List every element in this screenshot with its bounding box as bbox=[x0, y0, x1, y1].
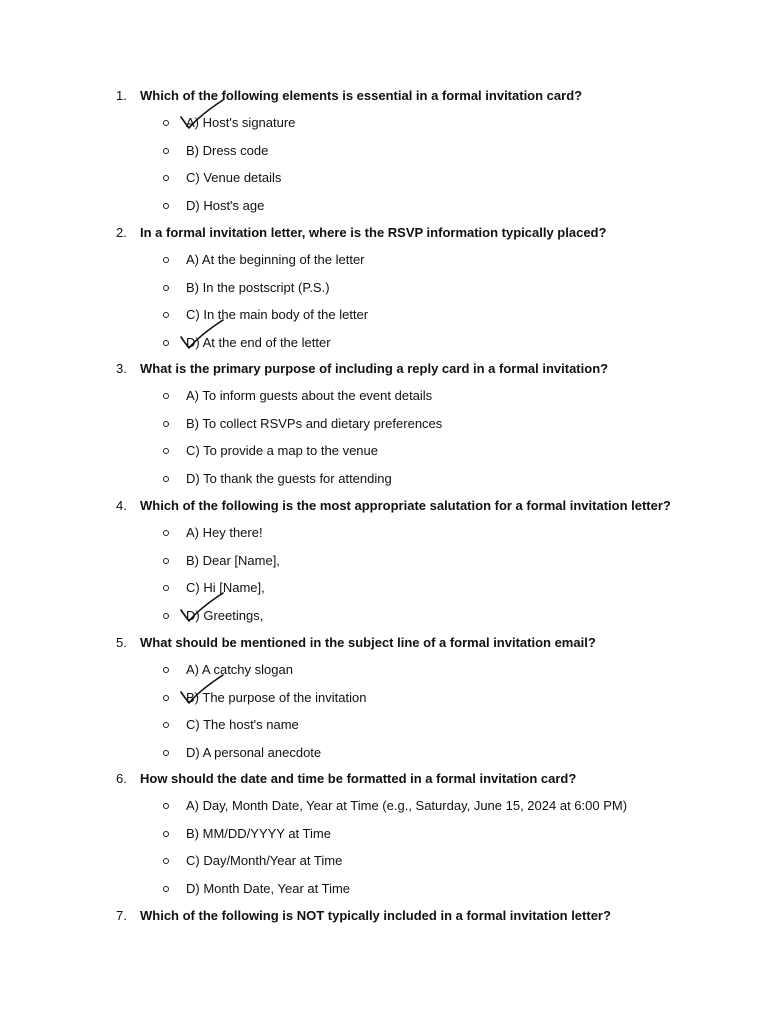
hollow-bullet-icon bbox=[163, 285, 169, 291]
option-a bbox=[0, 386, 768, 406]
question-1 bbox=[0, 86, 768, 106]
question-text: Which of the following is the most appropriate salutation for a formal invitation letter? bbox=[140, 498, 671, 513]
option-b bbox=[0, 688, 768, 708]
option-a bbox=[0, 250, 768, 270]
option-c bbox=[0, 578, 768, 598]
question-number: 4. bbox=[116, 498, 127, 513]
option-text: C) To provide a map to the venue bbox=[186, 443, 378, 458]
hollow-bullet-icon bbox=[163, 558, 169, 564]
hollow-bullet-icon bbox=[163, 476, 169, 482]
option-text: D) A personal anecdote bbox=[186, 745, 322, 760]
option-text: D) Month Date, Year at Time bbox=[186, 881, 351, 896]
hollow-bullet-icon bbox=[163, 148, 169, 154]
option-d bbox=[0, 606, 768, 626]
option-d bbox=[0, 879, 768, 899]
option-a bbox=[0, 113, 768, 133]
option-a bbox=[0, 796, 768, 816]
hollow-bullet-icon bbox=[163, 613, 169, 619]
option-text: B) The purpose of the invitation bbox=[186, 690, 367, 705]
option-text: A) At the beginning of the letter bbox=[186, 252, 365, 267]
question-6 bbox=[0, 769, 768, 789]
question-7 bbox=[0, 906, 768, 926]
hollow-bullet-icon bbox=[163, 803, 169, 809]
option-text: C) The host's name bbox=[186, 717, 299, 732]
option-text: B) To collect RSVPs and dietary preferences bbox=[186, 416, 443, 431]
hollow-bullet-icon bbox=[163, 667, 169, 673]
question-5 bbox=[0, 633, 768, 653]
hollow-bullet-icon bbox=[163, 448, 169, 454]
hollow-bullet-icon bbox=[163, 175, 169, 181]
question-text: How should the date and time be formatted in a formal invitation card? bbox=[140, 771, 577, 786]
option-text: D) Host's age bbox=[186, 198, 265, 213]
question-number: 6. bbox=[116, 771, 127, 786]
hollow-bullet-icon bbox=[163, 750, 169, 756]
question-text: What should be mentioned in the subject line of a formal invitation email? bbox=[140, 635, 596, 650]
hollow-bullet-icon bbox=[163, 530, 169, 536]
hollow-bullet-icon bbox=[163, 312, 169, 318]
option-d bbox=[0, 743, 768, 763]
option-d bbox=[0, 469, 768, 489]
option-d bbox=[0, 196, 768, 216]
option-text: C) Day/Month/Year at Time bbox=[186, 853, 343, 868]
option-text: B) MM/DD/YYYY at Time bbox=[186, 826, 331, 841]
option-text: C) In the main body of the letter bbox=[186, 307, 369, 322]
option-text: B) In the postscript (P.S.) bbox=[186, 280, 330, 295]
option-b bbox=[0, 278, 768, 298]
question-text: In a formal invitation letter, where is the RSVP information typically placed? bbox=[140, 225, 607, 240]
question-text: What is the primary purpose of including a reply card in a formal invitation? bbox=[140, 361, 609, 376]
option-c bbox=[0, 441, 768, 461]
option-a bbox=[0, 660, 768, 680]
hollow-bullet-icon bbox=[163, 858, 169, 864]
option-text: A) Day, Month Date, Year at Time (e.g., Saturday, June 15, 2024 at 6:00 PM) bbox=[186, 798, 628, 813]
option-text: A) Hey there! bbox=[186, 525, 263, 540]
question-number: 7. bbox=[116, 908, 127, 923]
hollow-bullet-icon bbox=[163, 257, 169, 263]
option-text: C) Hi [Name], bbox=[186, 580, 265, 595]
option-d bbox=[0, 333, 768, 353]
option-text: A) To inform guests about the event details bbox=[186, 388, 433, 403]
option-c bbox=[0, 168, 768, 188]
option-text: D) Greetings, bbox=[186, 608, 264, 623]
option-text: B) Dress code bbox=[186, 143, 269, 158]
hollow-bullet-icon bbox=[163, 203, 169, 209]
option-c bbox=[0, 715, 768, 735]
hollow-bullet-icon bbox=[163, 393, 169, 399]
question-text: Which of the following elements is essential in a formal invitation card? bbox=[140, 88, 583, 103]
question-text: Which of the following is NOT typically included in a formal invitation letter? bbox=[140, 908, 611, 923]
option-text: A) A catchy slogan bbox=[186, 662, 293, 677]
hollow-bullet-icon bbox=[163, 831, 169, 837]
option-a bbox=[0, 523, 768, 543]
option-b bbox=[0, 414, 768, 434]
option-c bbox=[0, 851, 768, 871]
option-text: D) At the end of the letter bbox=[186, 335, 331, 350]
hollow-bullet-icon bbox=[163, 120, 169, 126]
question-number: 3. bbox=[116, 361, 127, 376]
option-text: A) Host's signature bbox=[186, 115, 296, 130]
question-3 bbox=[0, 359, 768, 379]
hollow-bullet-icon bbox=[163, 695, 169, 701]
question-number: 1. bbox=[116, 88, 127, 103]
hollow-bullet-icon bbox=[163, 886, 169, 892]
option-text: D) To thank the guests for attending bbox=[186, 471, 392, 486]
hollow-bullet-icon bbox=[163, 421, 169, 427]
question-number: 2. bbox=[116, 225, 127, 240]
option-b bbox=[0, 551, 768, 571]
option-b bbox=[0, 824, 768, 844]
question-2 bbox=[0, 223, 768, 243]
question-number: 5. bbox=[116, 635, 127, 650]
option-text: C) Venue details bbox=[186, 170, 282, 185]
option-text: B) Dear [Name], bbox=[186, 553, 280, 568]
option-c bbox=[0, 305, 768, 325]
question-4 bbox=[0, 496, 768, 516]
hollow-bullet-icon bbox=[163, 340, 169, 346]
hollow-bullet-icon bbox=[163, 722, 169, 728]
option-b bbox=[0, 141, 768, 161]
hollow-bullet-icon bbox=[163, 585, 169, 591]
